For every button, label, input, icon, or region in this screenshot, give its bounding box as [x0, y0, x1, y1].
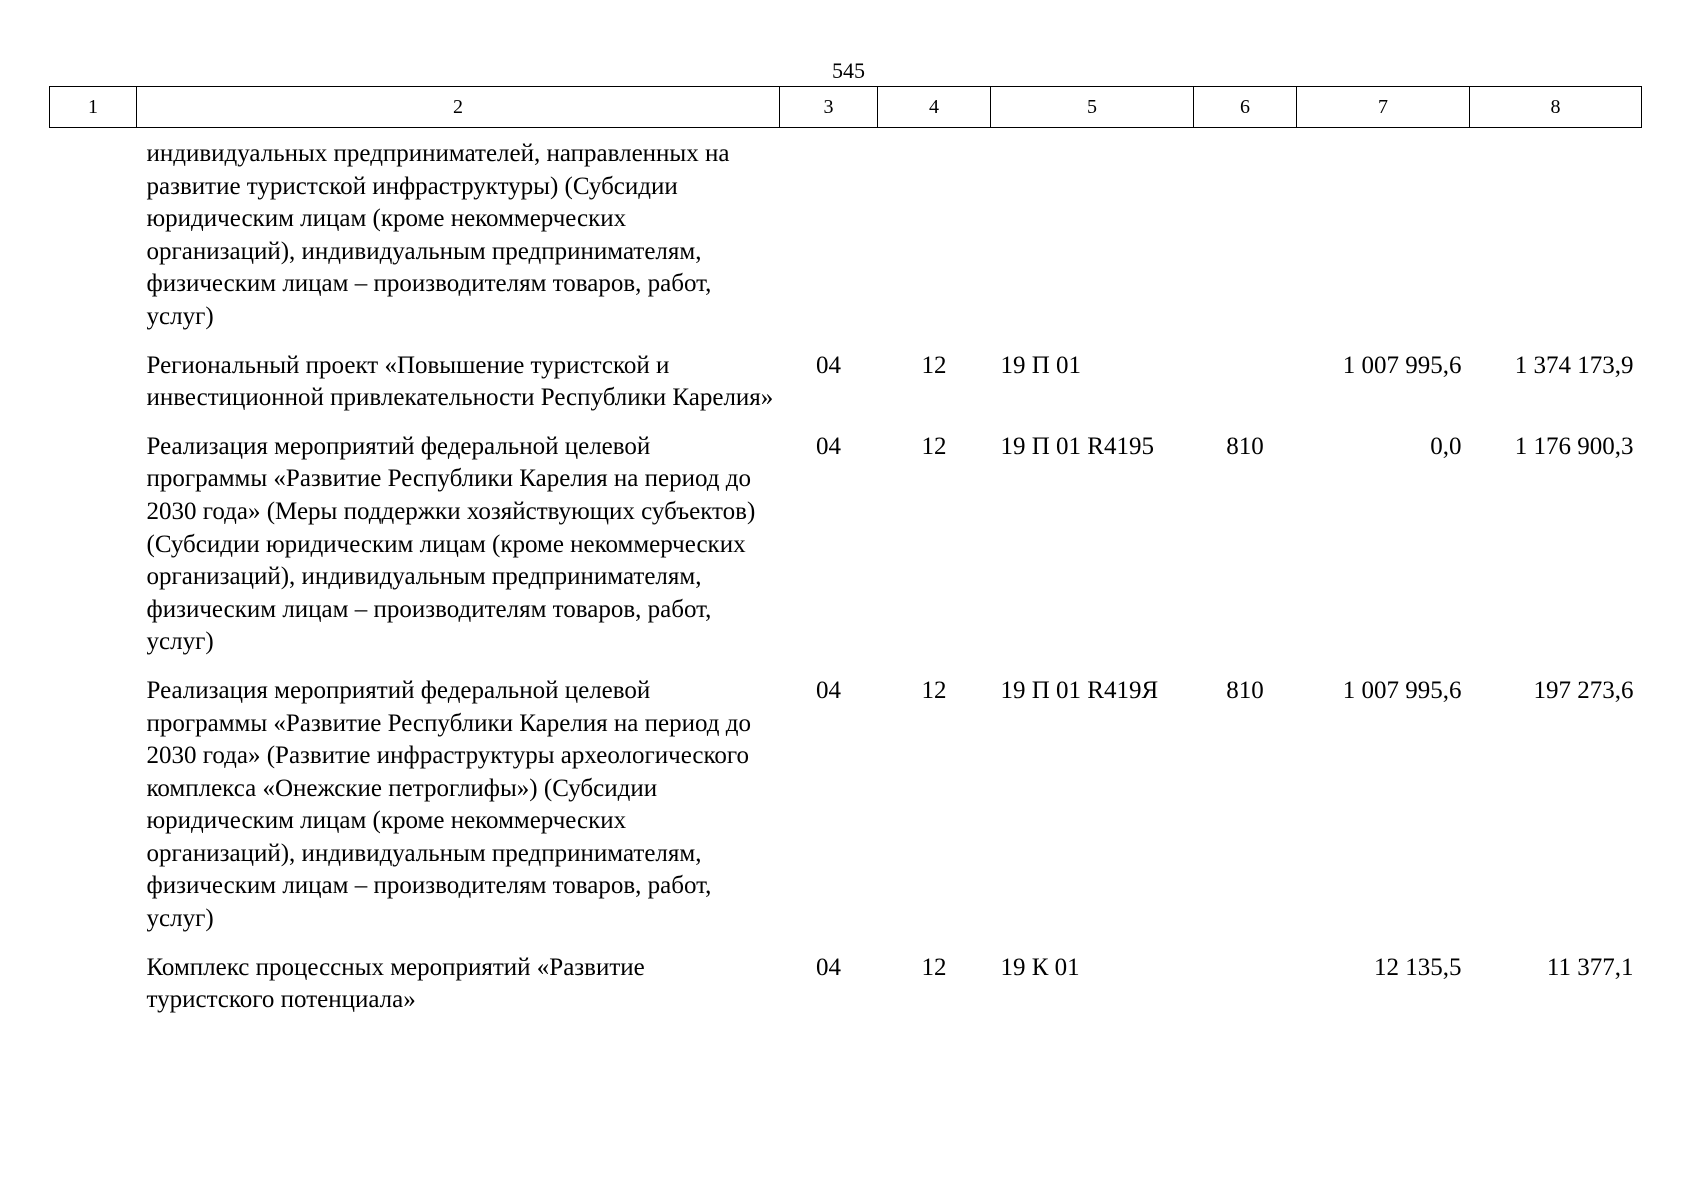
header-col-4: 4 — [878, 87, 991, 128]
cell-amount-col7: 0,0 — [1430, 432, 1462, 460]
cell-subsection: 12 — [921, 351, 947, 379]
header-col-1: 1 — [50, 87, 137, 128]
cell-col1 — [50, 334, 137, 415]
cell-expense-type — [1194, 936, 1297, 1017]
cell-amount-col8: 11 377,1 — [1546, 953, 1634, 981]
table-row — [50, 128, 1642, 334]
cell-amount-col8 — [1470, 128, 1642, 334]
cell-description: Реализация мероприятий федеральной целевой программы «Развитие Республики Карелия на период до 2030 года» (Меры поддержки хозяйствующих субъектов) (Субсидии юридическим лицам (кроме некоммерческих организаций), индивидуальным предпринимателям, физическим лицам – производителям товаров, работ, услуг) — [146, 432, 756, 656]
cell-section: 04 — [816, 432, 841, 460]
page-number: 545 — [832, 58, 865, 83]
header-row — [50, 87, 1642, 128]
header-col-6: 6 — [1194, 87, 1297, 128]
cell-col1 — [50, 415, 137, 659]
header-col-8: 8 — [1470, 87, 1642, 128]
table-body — [50, 128, 1642, 1017]
cell-amount-col7: 12 135,5 — [1374, 953, 1462, 981]
cell-target-code: 19 П 01 R419Я — [1000, 676, 1159, 704]
table-header — [50, 87, 1642, 128]
budget-table — [49, 86, 1642, 1017]
cell-section: 04 — [816, 351, 841, 379]
cell-amount-col8: 197 273,6 — [1533, 676, 1634, 704]
cell-col1 — [50, 128, 137, 334]
cell-target-code: 19 П 01 R4195 — [1000, 432, 1154, 460]
cell-expense-type: 810 — [1226, 676, 1264, 704]
cell-amount-col7 — [1297, 128, 1470, 334]
cell-col1 — [50, 659, 137, 936]
table-row — [50, 936, 1642, 1017]
table-row — [50, 334, 1642, 415]
header-col-5: 5 — [991, 87, 1194, 128]
header-col-3: 3 — [780, 87, 878, 128]
header-col-7: 7 — [1297, 87, 1470, 128]
cell-amount-col7: 1 007 995,6 — [1342, 351, 1462, 379]
table-row — [50, 415, 1642, 659]
cell-subsection: 12 — [921, 432, 947, 460]
cell-section — [780, 128, 878, 334]
cell-description: индивидуальных предпринимателей, направленных на развитие туристской инфраструктуры) (Субсидии юридическим лицам (кроме некоммерческих организаций), индивидуальным предпринимателям, физическим лицам – производителям товаров, работ, услуг) — [146, 140, 730, 330]
cell-expense-type — [1194, 128, 1297, 334]
cell-description: Реализация мероприятий федеральной целевой программы «Развитие Республики Карелия на период до 2030 года» (Развитие инфраструктуры археологического комплекса «Онежские петроглифы») (Субсидии юридическим лицам (кроме некоммерческих организаций), индивидуальным предпринимателям, физическим лицам – производителям товаров, работ, услуг) — [146, 676, 751, 933]
cell-subsection — [878, 128, 991, 334]
cell-expense-type: 810 — [1226, 432, 1264, 460]
cell-section: 04 — [816, 953, 841, 981]
cell-amount-col7: 1 007 995,6 — [1342, 676, 1462, 704]
cell-col1 — [50, 936, 137, 1017]
cell-amount-col8: 1 176 900,3 — [1514, 432, 1634, 460]
cell-expense-type — [1194, 334, 1297, 415]
cell-subsection: 12 — [921, 953, 947, 981]
cell-target-code — [991, 128, 1194, 334]
cell-amount-col8: 1 374 173,9 — [1514, 351, 1634, 379]
cell-target-code: 19 К 01 — [1000, 953, 1080, 981]
cell-section: 04 — [816, 676, 841, 704]
cell-description: Региональный проект «Повышение туристской и инвестиционной привлекательности Республики Карелия» — [146, 351, 774, 412]
cell-description: Комплекс процессных мероприятий «Развитие туристского потенциала» — [146, 953, 645, 1014]
header-col-2: 2 — [137, 87, 780, 128]
table-row — [50, 659, 1642, 936]
cell-subsection: 12 — [921, 676, 947, 704]
cell-target-code: 19 П 01 — [1000, 351, 1082, 379]
